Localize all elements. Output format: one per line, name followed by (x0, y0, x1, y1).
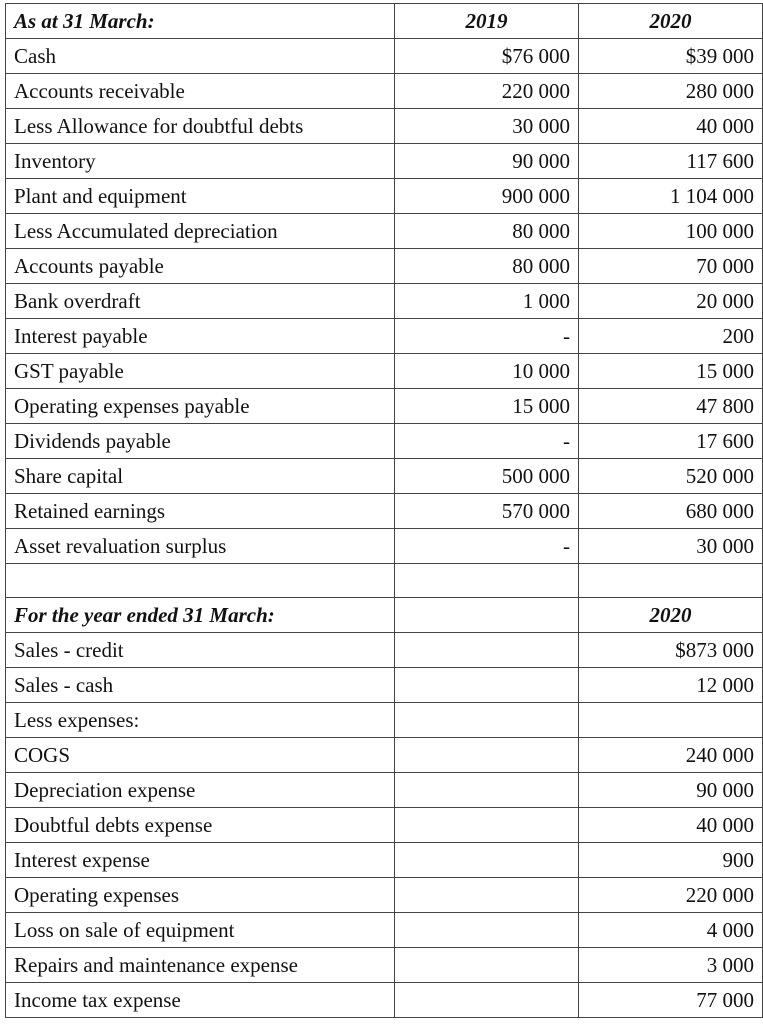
empty-cell (579, 564, 763, 598)
value-2019: 10 000 (395, 354, 579, 389)
expense-label: Interest expense (6, 843, 395, 878)
value-2019: 1 000 (395, 284, 579, 319)
expense-label: Doubtful debts expense (6, 808, 395, 843)
expense-label: Operating expenses (6, 878, 395, 913)
table-row (6, 354, 763, 389)
value-2019: - (395, 424, 579, 459)
row-label: Dividends payable (6, 424, 395, 459)
financial-data-table (5, 3, 763, 1018)
value-2019: 570 000 (395, 494, 579, 529)
row-label: Less expenses: (6, 703, 395, 738)
table-row (6, 494, 763, 529)
row-label: Cash (6, 39, 395, 74)
expense-value-2020: 220 000 (579, 878, 763, 913)
table-row (6, 633, 763, 668)
row-label: Asset revaluation surplus (6, 529, 395, 564)
value-2020 (579, 703, 763, 738)
value-2020: 47 800 (579, 389, 763, 424)
table-row (6, 144, 763, 179)
expense-value-2020: 40 000 (579, 808, 763, 843)
expense-value-2020: 90 000 (579, 773, 763, 808)
value-2019: 220 000 (395, 74, 579, 109)
empty-cell (395, 948, 579, 983)
row-label: Less Allowance for doubtful debts (6, 109, 395, 144)
expense-row (6, 878, 763, 913)
expense-row (6, 948, 763, 983)
row-label: Accounts payable (6, 249, 395, 284)
balance-header-label: As at 31 March: (6, 4, 395, 39)
balance-header-row (6, 4, 763, 39)
table-row (6, 703, 763, 738)
value-2020: 20 000 (579, 284, 763, 319)
expense-row (6, 808, 763, 843)
row-label: Plant and equipment (6, 179, 395, 214)
expense-label: COGS (6, 738, 395, 773)
empty-cell (395, 878, 579, 913)
empty-cell (395, 703, 579, 738)
column-header-2020: 2020 (579, 4, 763, 39)
table-row (6, 179, 763, 214)
row-label: Bank overdraft (6, 284, 395, 319)
expense-row (6, 843, 763, 878)
column-header-2019: 2019 (395, 4, 579, 39)
table-row (6, 109, 763, 144)
value-2020: $39 000 (579, 39, 763, 74)
value-2020: 100 000 (579, 214, 763, 249)
value-2020: 30 000 (579, 529, 763, 564)
table-row (6, 284, 763, 319)
expense-label: Income tax expense (6, 983, 395, 1018)
value-2019: - (395, 529, 579, 564)
income-header-label: For the year ended 31 March: (6, 598, 395, 633)
row-label: Operating expenses payable (6, 389, 395, 424)
empty-cell (395, 843, 579, 878)
row-label: Inventory (6, 144, 395, 179)
value-2020: 40 000 (579, 109, 763, 144)
expense-value-2020: 4 000 (579, 913, 763, 948)
value-2020: 17 600 (579, 424, 763, 459)
value-2019: $76 000 (395, 39, 579, 74)
row-label: Sales - credit (6, 633, 395, 668)
expense-label: Loss on sale of equipment (6, 913, 395, 948)
row-label: Interest payable (6, 319, 395, 354)
table-row (6, 529, 763, 564)
empty-cell (6, 564, 395, 598)
income-column-header-2020: 2020 (579, 598, 763, 633)
value-2019: 15 000 (395, 389, 579, 424)
table-row (6, 319, 763, 354)
expense-label: Repairs and maintenance expense (6, 948, 395, 983)
value-2020: 520 000 (579, 459, 763, 494)
expense-row (6, 983, 763, 1018)
expense-value-2020: 900 (579, 843, 763, 878)
row-label: GST payable (6, 354, 395, 389)
expense-label: Depreciation expense (6, 773, 395, 808)
empty-cell (395, 773, 579, 808)
row-label: Accounts receivable (6, 74, 395, 109)
expense-value-2020: 77 000 (579, 983, 763, 1018)
value-2019: 30 000 (395, 109, 579, 144)
expense-row (6, 773, 763, 808)
expense-row (6, 913, 763, 948)
income-header-row (6, 598, 763, 633)
table-row (6, 249, 763, 284)
spacer-row (6, 564, 763, 598)
table-row (6, 74, 763, 109)
row-label: Sales - cash (6, 668, 395, 703)
expense-row (6, 738, 763, 773)
value-2019: - (395, 319, 579, 354)
expense-value-2020: 240 000 (579, 738, 763, 773)
value-2020: 1 104 000 (579, 179, 763, 214)
value-2019: 500 000 (395, 459, 579, 494)
row-label: Retained earnings (6, 494, 395, 529)
table-row (6, 459, 763, 494)
value-2019: 900 000 (395, 179, 579, 214)
value-2020: 200 (579, 319, 763, 354)
table-row (6, 389, 763, 424)
empty-cell (395, 913, 579, 948)
value-2020: $873 000 (579, 633, 763, 668)
empty-cell (395, 598, 579, 633)
value-2019: 90 000 (395, 144, 579, 179)
expense-value-2020: 3 000 (579, 948, 763, 983)
value-2020: 70 000 (579, 249, 763, 284)
table-row (6, 424, 763, 459)
table-row (6, 214, 763, 249)
row-label: Less Accumulated depreciation (6, 214, 395, 249)
value-2019: 80 000 (395, 214, 579, 249)
empty-cell (395, 633, 579, 668)
empty-cell (395, 738, 579, 773)
table-row (6, 39, 763, 74)
value-2019: 80 000 (395, 249, 579, 284)
value-2020: 12 000 (579, 668, 763, 703)
row-label: Share capital (6, 459, 395, 494)
empty-cell (395, 983, 579, 1018)
empty-cell (395, 808, 579, 843)
value-2020: 680 000 (579, 494, 763, 529)
value-2020: 280 000 (579, 74, 763, 109)
empty-cell (395, 668, 579, 703)
empty-cell (395, 564, 579, 598)
value-2020: 117 600 (579, 144, 763, 179)
table-row (6, 668, 763, 703)
value-2020: 15 000 (579, 354, 763, 389)
